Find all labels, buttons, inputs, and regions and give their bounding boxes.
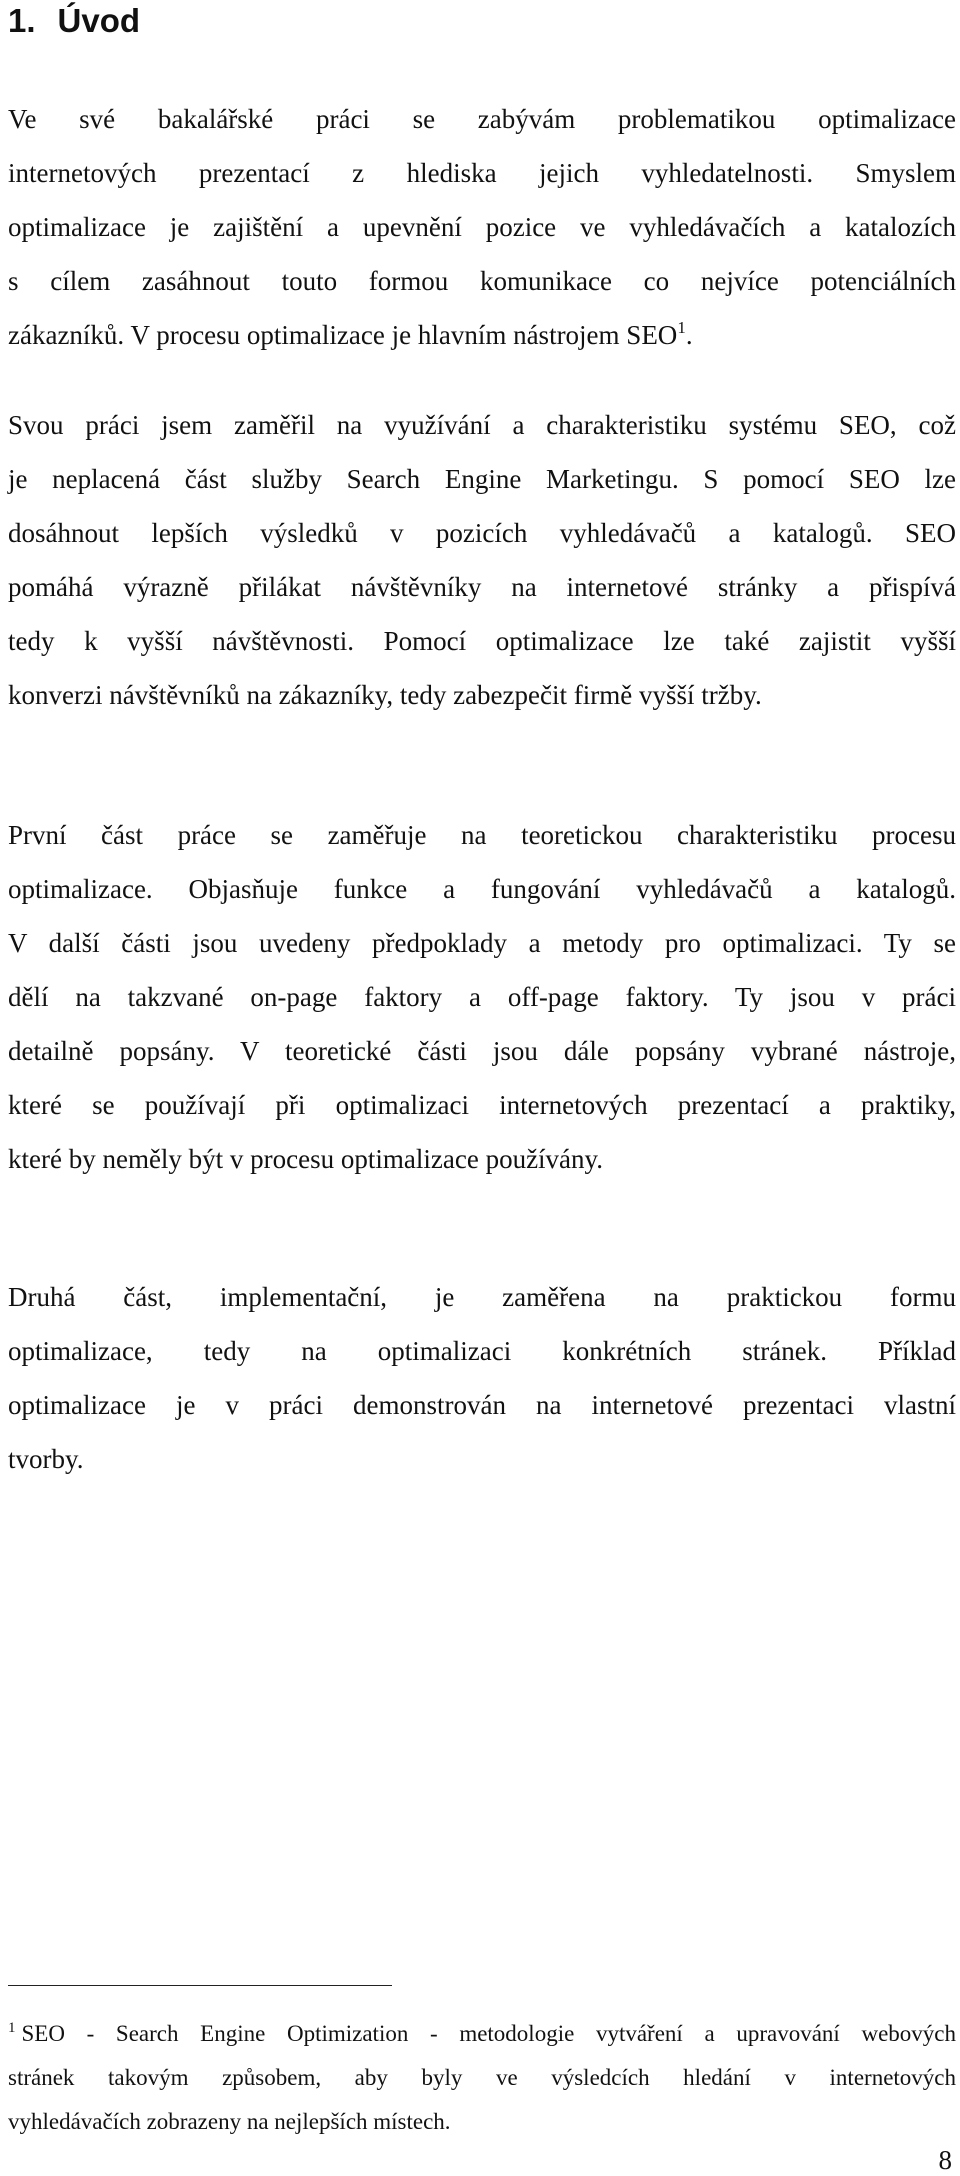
text-line: První část práce se zaměřuje na teoretickou charakteristiku procesu (8, 820, 956, 850)
text-line: tvorby. (8, 1444, 84, 1474)
text-line: pomáhá výrazně přilákat návštěvníky na internetové stránky a přispívá (8, 572, 956, 602)
text-line: V další části jsou uvedeny předpoklady a metody pro optimalizaci. Ty se (8, 928, 956, 958)
text-line: optimalizace, tedy na optimalizaci konkrétních stránek. Příklad (8, 1336, 956, 1366)
paragraph-4 (8, 1270, 956, 1486)
text-line: které by neměly být v procesu optimalizace používány. (8, 1144, 604, 1174)
footnote-reference[interactable]: 1 (677, 318, 686, 337)
paragraph-2 (8, 398, 956, 722)
sentence-end: . (685, 320, 693, 350)
text-line: internetových prezentací z hlediska jejich vyhledatelnosti. Smyslem (8, 158, 956, 188)
text-line: optimalizace. Objasňuje funkce a fungování vyhledávačů a katalogů. (8, 874, 956, 904)
footnote-text: SEO - Search Engine Optimization - metodologie vytváření a upravování webových (21, 2021, 956, 2046)
text-line: konverzi návštěvníků na zákazníky, tedy zabezpečit firmě vyšší tržby. (8, 680, 762, 710)
footnote (8, 2012, 956, 2144)
text-line: dosáhnout lepších výsledků v pozicích vyhledávačů a katalogů. SEO (8, 518, 956, 548)
text-line: zákazníků. V procesu optimalizace je hlavním nástrojem SEO (8, 320, 678, 350)
footnote-line-1 (8, 2012, 956, 2056)
text-line: dělí na takzvané on-page faktory a off-page faktory. Ty jsou v práci (8, 982, 956, 1012)
text-line: s cílem zasáhnout touto formou komunikace co nejvíce potenciálních (8, 266, 956, 296)
chapter-number: 1. (8, 2, 36, 39)
text-line: optimalizace je zajištění a upevnění pozice ve vyhledávačích a katalozích (8, 212, 956, 242)
text-line: je neplacená část služby Search Engine Marketingu. S pomocí SEO lze (8, 464, 956, 494)
text-line: detailně popsány. V teoretické části jsou dále popsány vybrané nástroje, (8, 1036, 956, 1066)
footnote-text: stránek takovým způsobem, aby byly ve výsledcích hledání v internetových (8, 2065, 956, 2090)
text-line: Svou práci jsem zaměřil na využívání a charakteristiku systému SEO, což (8, 410, 956, 440)
footnote-text: vyhledávačích zobrazeny na nejlepších místech. (8, 2109, 451, 2134)
text-line: Ve své bakalářské práci se zabývám problematikou optimalizace (8, 104, 956, 134)
paragraph-1 (8, 92, 956, 362)
text-line: které se používají při optimalizaci internetových prezentací a praktiky, (8, 1090, 956, 1120)
chapter-title: Úvod (57, 2, 141, 39)
paragraph-3 (8, 808, 956, 1186)
text-line-with-footnote (8, 308, 956, 362)
text-line: tedy k vyšší návštěvnosti. Pomocí optimalizace lze také zajistit vyšší (8, 626, 956, 656)
text-line: optimalizace je v práci demonstrován na internetové prezentaci vlastní (8, 1390, 956, 1420)
footnote-separator (8, 1985, 392, 1986)
footnote-marker: 1 (8, 2020, 16, 2036)
chapter-heading (8, 0, 140, 44)
page-number: 8 (938, 2145, 952, 2175)
text-line: Druhá část, implementační, je zaměřena na praktickou formu (8, 1282, 956, 1312)
